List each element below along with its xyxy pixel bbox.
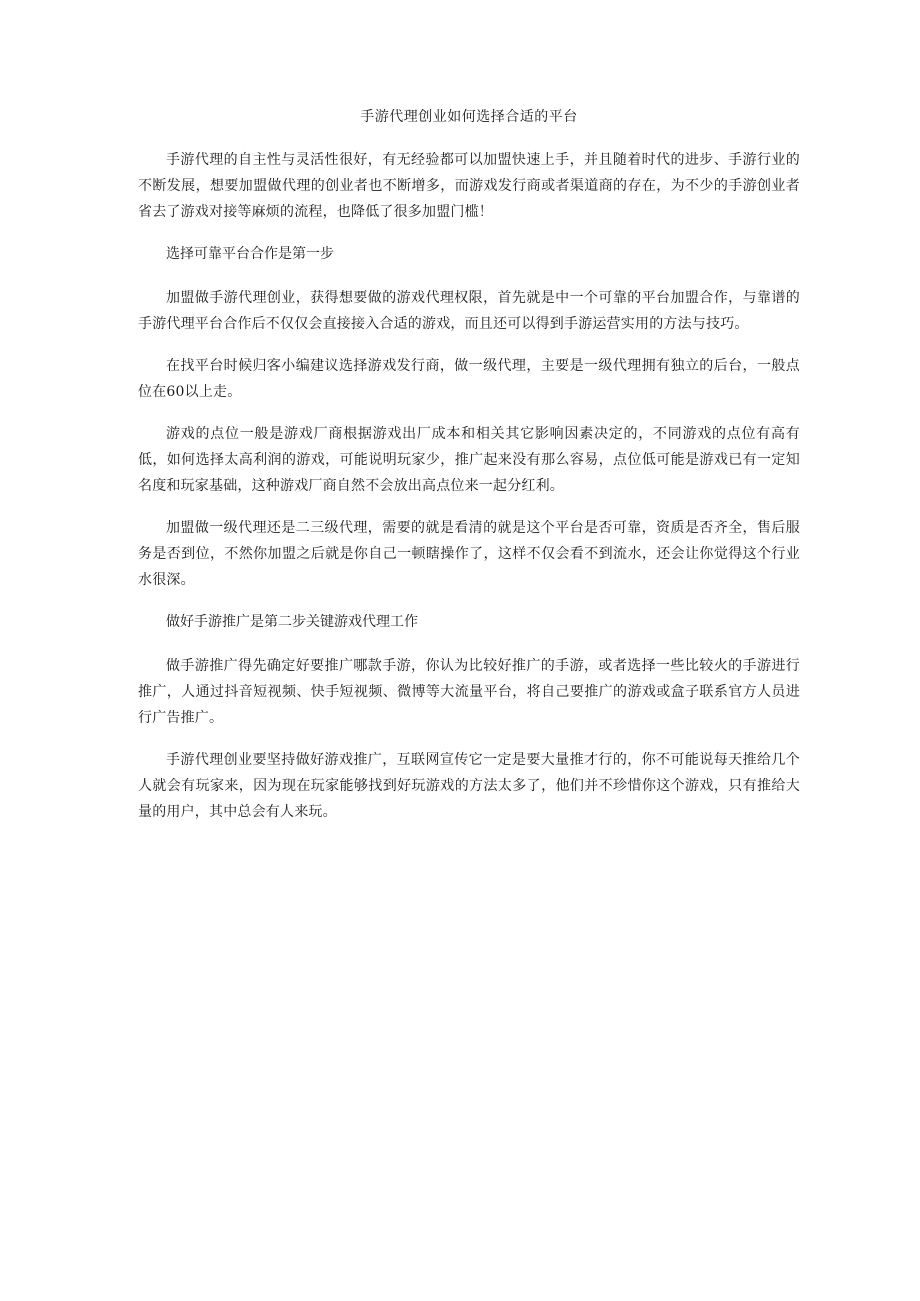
document-title: 手游代理创业如何选择合适的平台 bbox=[360, 109, 578, 125]
paragraph-intro: 手游代理的自主性与灵活性很好，有无经验都可以加盟快速上手，并且随着时代的进步、手游行业的不断发展，想要加盟做代理的创业者也不断增多，而游戏发行商或者渠道商的存在，为不少的手游创业者省去了游戏对接等麻烦的流程，也降低了很多加盟门槛！ bbox=[138, 152, 800, 220]
paragraph-persistence: 手游代理创业要坚持做好游戏推广，互联网宣传它一定是要大量推才行的，你不可能说每天推给几个人就会有玩家来，因为现在玩家能够找到好玩游戏的方法太多了，他们并不珍惜你这个游戏，只有推给大量的用户，其中总会有人来玩。 bbox=[138, 752, 800, 820]
paragraph-promotion: 做手游推广得先确定好要推广哪款手游，你认为比较好推广的手游，或者选择一些比较火的手游进行推广，人通过抖音短视频、快手短视频、微博等大流量平台，将自己要推广的游戏或盒子联系官方人员进行广告推广。 bbox=[138, 658, 800, 726]
paragraph-points: 游戏的点位一般是游戏厂商根据游戏出厂成本和相关其它影响因素决定的，不同游戏的点位有高有低，如何选择太高利润的游戏，可能说明玩家少，推广起来没有那么容易，点位低可能是游戏已有一定知名度和玩家基础，这种游戏厂商自然不会放出高点位来一起分红利。 bbox=[138, 426, 800, 494]
document-body bbox=[138, 106, 800, 841]
section-heading-step-two: 做好手游推广是第二步关键游戏代理工作 bbox=[166, 614, 418, 630]
section-heading-step-one: 选择可靠平台合作是第一步 bbox=[166, 246, 334, 262]
paragraph-platform: 加盟做手游代理创业，获得想要做的游戏代理权限，首先就是中一个可靠的平台加盟合作，与靠谱的手游代理平台合作后不仅仅会直接接入合适的游戏，而且还可以得到手游运营实用的方法与技巧。 bbox=[138, 290, 800, 332]
paragraph-agent-level: 加盟做一级代理还是二三级代理，需要的就是看清的就是这个平台是否可靠，资质是否齐全，售后服务是否到位，不然你加盟之后就是你自己一顿瞎操作了，这样不仅会看不到流水，还会让你觉得这个行业水很深。 bbox=[138, 520, 800, 588]
paragraph-publisher-advice: 在找平台时候归客小编建议选择游戏发行商，做一级代理，主要是一级代理拥有独立的后台，一般点位在60以上走。 bbox=[138, 358, 800, 400]
